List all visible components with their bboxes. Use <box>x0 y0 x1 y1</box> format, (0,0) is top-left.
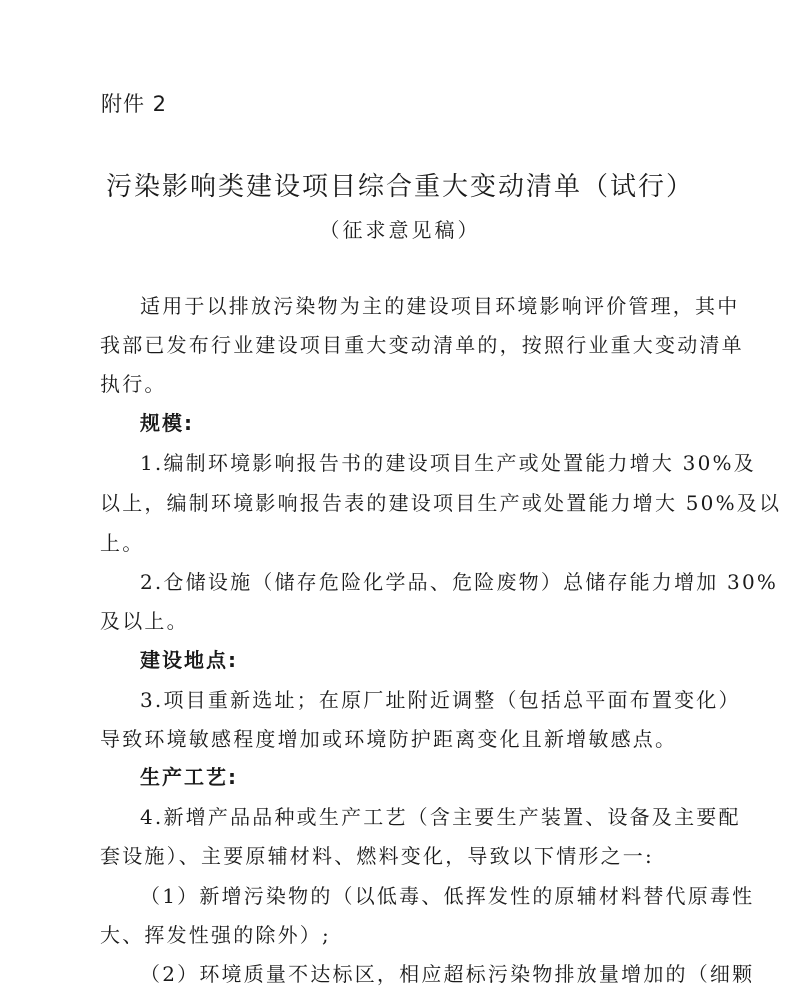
item-1-line-3: 上。 <box>100 531 145 555</box>
subitem-1-line-1: （1）新增污染物的（以低毒、低挥发性的原辅材料替代原毒性 <box>140 884 755 908</box>
section-heading-location: 建设地点: <box>140 648 238 672</box>
intro-line-2: 我部已发布行业建设项目重大变动清单的，按照行业重大变动清单 <box>100 333 744 357</box>
section-heading-scale: 规模: <box>140 411 194 435</box>
item-2-line-1: 2.仓储设施（储存危险化学品、危险废物）总储存能力增加 30% <box>140 570 779 594</box>
item-3-line-2: 导致环境敏感程度增加或环境防护距离变化且新增敏感点。 <box>100 727 678 751</box>
document-title: 污染影响类建设项目综合重大变动清单（试行） <box>105 172 694 202</box>
item-4-line-1: 4.新增产品品种或生产工艺（含主要生产装置、设备及主要配 <box>140 805 741 829</box>
subitem-1-line-2: 大、挥发性强的除外）; <box>100 923 331 947</box>
item-3-line-1: 3.项目重新选址；在原厂址附近调整（包括总平面布置变化） <box>140 688 741 712</box>
intro-line-3: 执行。 <box>100 372 167 396</box>
section-heading-process: 生产工艺: <box>140 765 238 789</box>
item-1-line-1: 1.编制环境影响报告书的建设项目生产或处置能力增大 30%及 <box>140 451 756 475</box>
intro-line-1: 适用于以排放污染物为主的建设项目环境影响评价管理，其中 <box>140 294 740 318</box>
item-2-line-2: 及以上。 <box>100 609 189 633</box>
attachment-label: 附件 2 <box>101 92 168 116</box>
document-subtitle: （征求意见稿） <box>319 218 481 242</box>
item-1-line-2: 以上，编制环境影响报告表的建设项目生产或处置能力增大 50%及以 <box>100 491 782 515</box>
item-4-line-2: 套设施）、主要原辅材料、燃料变化，导致以下情形之一: <box>100 844 654 868</box>
subitem-2-line-1: （2）环境质量不达标区，相应超标污染物排放量增加的（细颗 <box>140 962 755 986</box>
